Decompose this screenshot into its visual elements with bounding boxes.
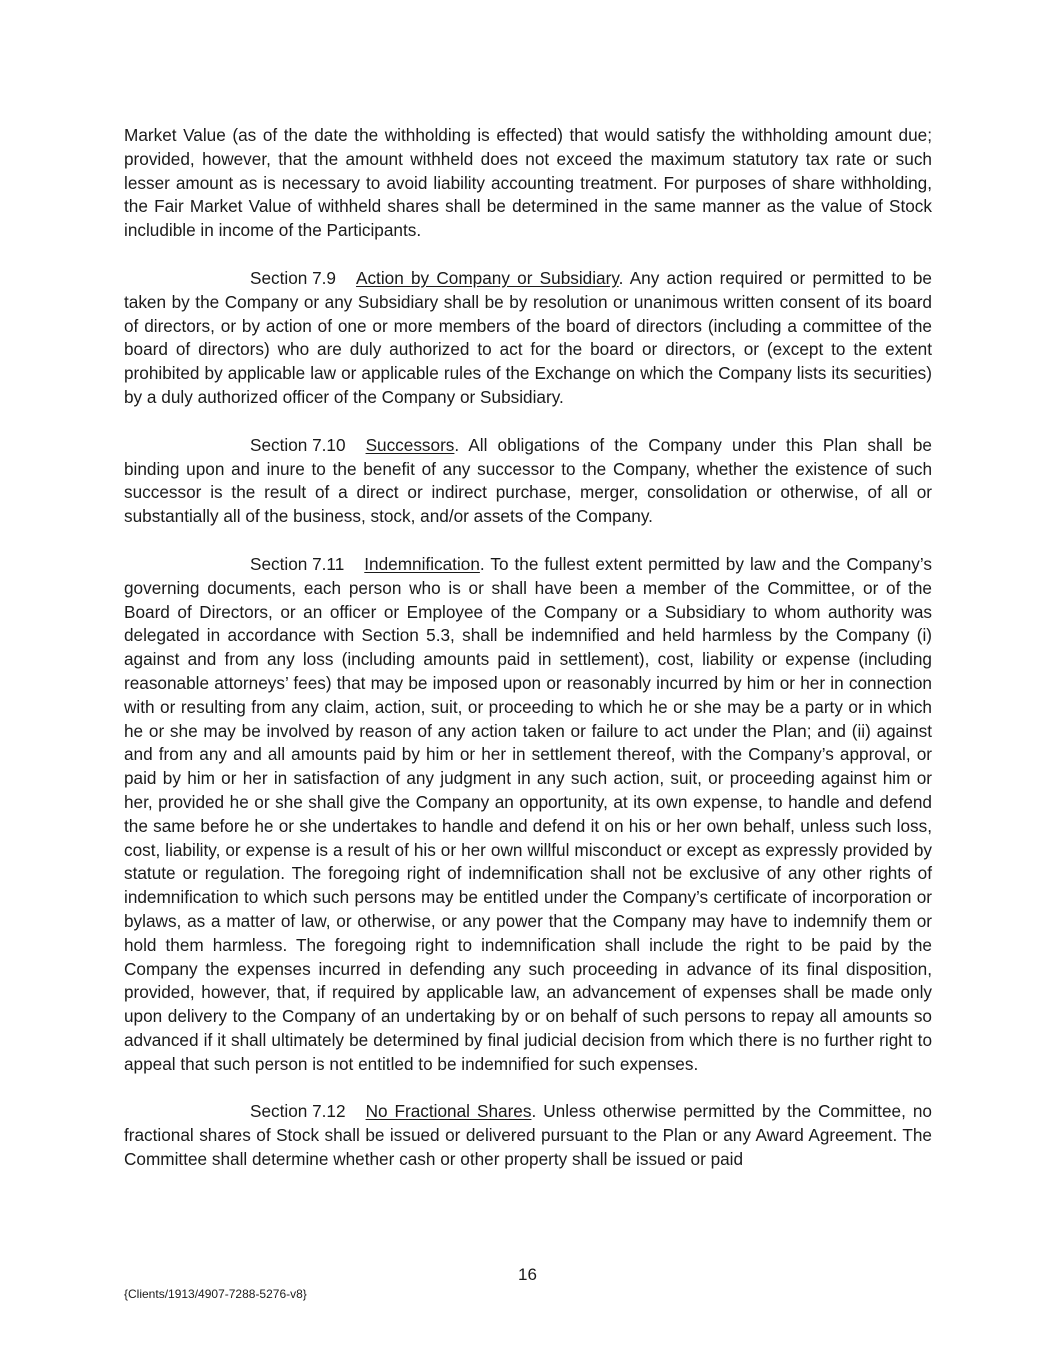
section-title: Successors [365, 434, 455, 455]
section-title: No Fractional Shares [365, 1101, 532, 1122]
document-reference: {Clients/1913/4907-7288-5276-v8} [124, 1287, 307, 1301]
section-7-11 [124, 553, 932, 1077]
section-7-9 [124, 267, 932, 410]
section-body: . Any action required or permitted to be taken by the Company or any Subsidiary shall be by resolution or unanimous written consent of its board of directors, or by action of one or more members of the board of directors (including a committee of the board of directors) who are duly authorized to act for the board or directors, or (except to the extent prohibited by applicable law or applicable rules of the Exchange on which the Company lists its securities) by a duly authorized officer of the Company or Subsidiary. [124, 267, 932, 407]
section-number: Section 7.9 [250, 267, 336, 288]
page-body [124, 124, 932, 1196]
section-body: . Unless otherwise permitted by the Committee, no fractional shares of Stock shall be issued or delivered pursuant to the Plan or any Award Agreement. The Committee shall determine whether cash or other property shall be issued or paid [124, 1101, 932, 1170]
section-body: . To the fullest extent permitted by law and the Company’s governing documents, each person who is or shall have been a member of the Committee, or of the Board of Directors, or an officer or Employee of the Company or a Subsidiary to whom authority was delegated in accordance with Section 5.3, shall be indemnified and held harmless by the Company (i) against and from any loss (including amounts paid in settlement), cost, liability or expense (including reasonable attorneys’ fees) that may be imposed upon or reasonably incurred by him or her in connection with or resulting from any claim, action, suit, or proceeding to which he or she may be a party or in which he or she may be involved by reason of any action taken or failure to act under the Plan; and (ii) against and from any and all amounts paid by him or her in settlement thereof, with the Company’s approval, or paid by him or her in satisfaction of any judgment in any such action, suit, or proceeding against him or her, provided he or she shall give the Company an opportunity, at its own expense, to handle and defend the same before he or she undertakes to handle and defend it on his or her own behalf, unless such loss, cost, liability, or expense is a result of his or her own willful misconduct or except as expressly provided by statute or regulation. The foregoing right of indemnification shall not be exclusive of any other rights of indemnification to which such persons may be entitled under the Company’s certificate of incorporation or bylaws, as a matter of law, or otherwise, or any power that the Company may have to indemnify them or hold them harmless. The foregoing right to indemnification shall include the right to be paid by the Company the expenses incurred in defending any such proceeding in advance of its final disposition, provided, however, that, if required by applicable law, an advancement of expenses shall be made only upon delivery to the Company of an undertaking by or on behalf of such persons to repay all amounts so advanced if it shall ultimately be determined by final judicial decision from which there is no further right to appeal that such person is not entitled to be indemnified for such expenses. [124, 553, 932, 1074]
page-number: 16 [518, 1265, 537, 1284]
section-number: Section 7.10 [250, 434, 346, 455]
section-7-10 [124, 434, 932, 529]
section-number: Section 7.11 [250, 553, 345, 574]
paragraph-continuation: Market Value (as of the date the withholding is effected) that would satisfy the withholding amount due; provided, however, that the amount withheld does not exceed the maximum statutory tax rate or such lesser amount as is necessary to avoid liability accounting treatment. For purposes of share withholding, the Fair Market Value of withheld shares shall be determined in the same manner as the value of Stock includible in income of the Participants. [124, 125, 932, 241]
section-7-12 [124, 1100, 932, 1171]
section-body: . All obligations of the Company under this Plan shall be binding upon and inure to the benefit of any successor to the Company, whether the existence of such successor is the result of a direct or indirect purchase, merger, consolidation or otherwise, of all or substantially all of the business, stock, and/or assets of the Company. [124, 434, 932, 527]
section-title: Action by Company or Subsidiary [356, 267, 619, 288]
section-title: Indemnification [364, 553, 480, 574]
section-number: Section 7.12 [250, 1101, 346, 1122]
